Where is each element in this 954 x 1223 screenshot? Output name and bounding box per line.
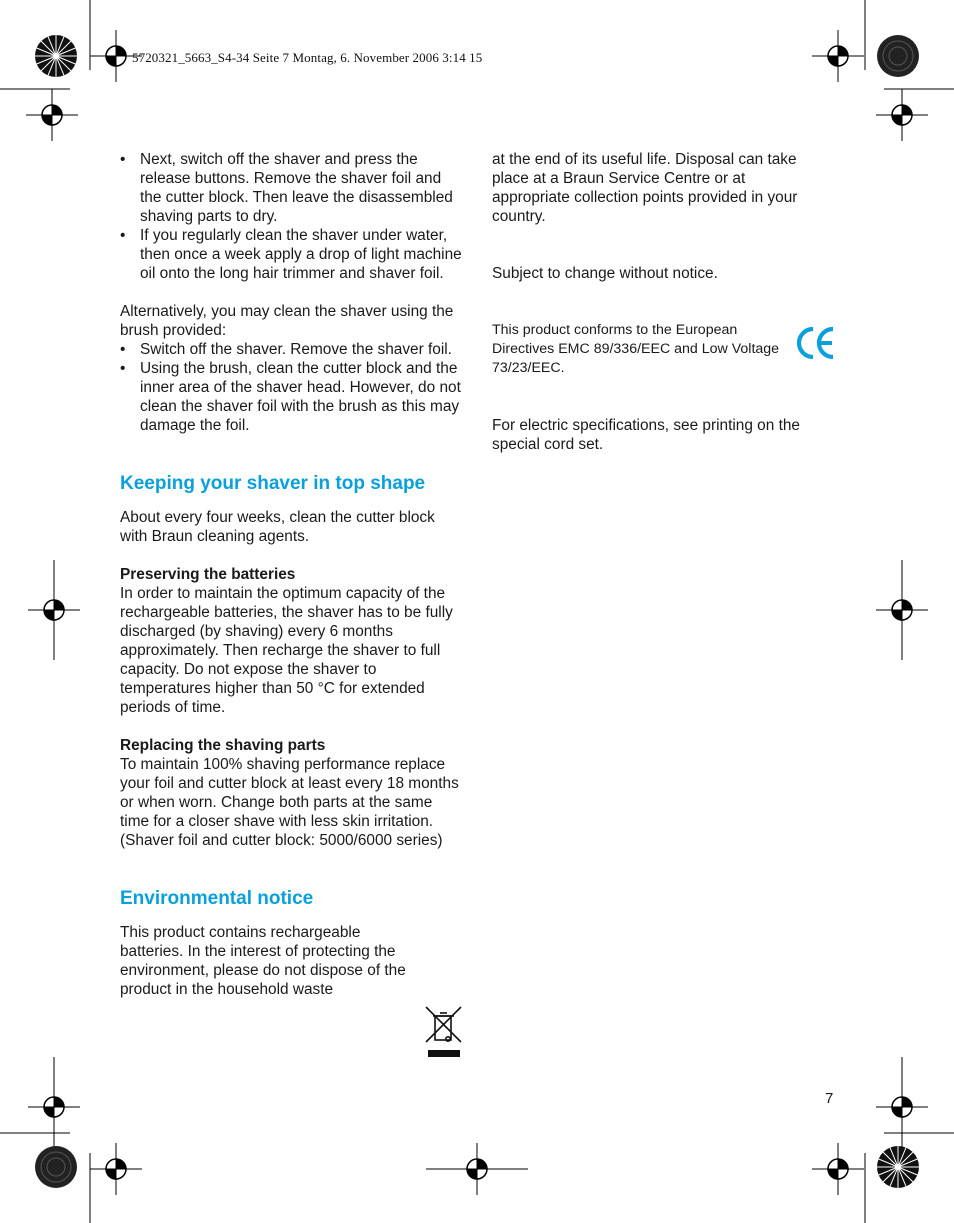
heading-environmental: Environmental notice [120,888,314,909]
brush-steps-list [120,340,462,435]
right-column [492,150,837,454]
heading-replacing: Replacing the shaving parts [120,737,326,754]
starburst-disk-icon [34,1145,78,1189]
list-item: • Switch off the shaver. Remove the shaver foil. [120,340,462,359]
keeping-text: About every four weeks, clean the cutter block with Braun cleaning agents. [120,509,435,545]
env-text: This product contains rechargeable batteries. In the interest of protecting the environment, please do not dispose of the product in the household waste [120,924,406,998]
ce-mark-icon [796,324,836,362]
batteries-text: In order to maintain the optimum capacity of the rechargeable batteries, the shaver has to be fully discharged (by shaving) every 6 months approximately. Then recharge the shaver to full capacity. Do not expose the shaver to temperatures higher than 50 °C for extended periods of time. [120,585,453,716]
print-slug: 5720321_5663_S4-34 Seite 7 Montag, 6. November 2006 3:14 15 [132,50,483,65]
list-item: • Using the brush, clean the cutter block and the inner area of the shaver head. However, do not clean the shaver foil with the brush as this may damage the foil. [120,359,462,435]
list-item: • Next, switch off the shaver and press the release buttons. Remove the shaver foil and the cutter block. Then leave the disassembled shaving parts to dry. [120,150,462,226]
env-text-continued: at the end of its useful life. Disposal can take place at a Braun Service Centre or at appropriate collection points provided in your country. [492,151,798,225]
conformity-text: This product conforms to the European Directives EMC 89/336/EEC and Low Voltage 73/23/EEC. [492,322,780,376]
starburst-disk-icon [876,34,920,78]
crossed-out-wheelie-bin-icon [424,1005,464,1059]
replacing-note: (Shaver foil and cutter block: 5000/6000 series) [120,832,443,849]
list-item: • If you regularly clean the shaver under water, then once a week apply a drop of light machine oil onto the long hair trimmer and shaver foil. [120,226,462,283]
heading-batteries: Preserving the batteries [120,566,296,583]
brush-intro: Alternatively, you may clean the shaver using the brush provided: [120,303,454,339]
cleaning-steps-list [120,150,462,283]
starburst-disk-icon [876,1145,920,1189]
electric-spec-text: For electric specifications, see printing on the special cord set. [492,417,800,453]
heading-keeping-shape: Keeping your shaver in top shape [120,473,426,494]
change-notice: Subject to change without notice. [492,265,718,282]
left-column [120,150,462,999]
replacing-text: To maintain 100% shaving performance replace your foil and cutter block at least every 18 months or when worn. Change both parts at the same time for a closer shave with less skin irritation. [120,756,459,830]
page-number: 7 [825,1090,834,1107]
starburst-disk-icon [34,34,78,78]
